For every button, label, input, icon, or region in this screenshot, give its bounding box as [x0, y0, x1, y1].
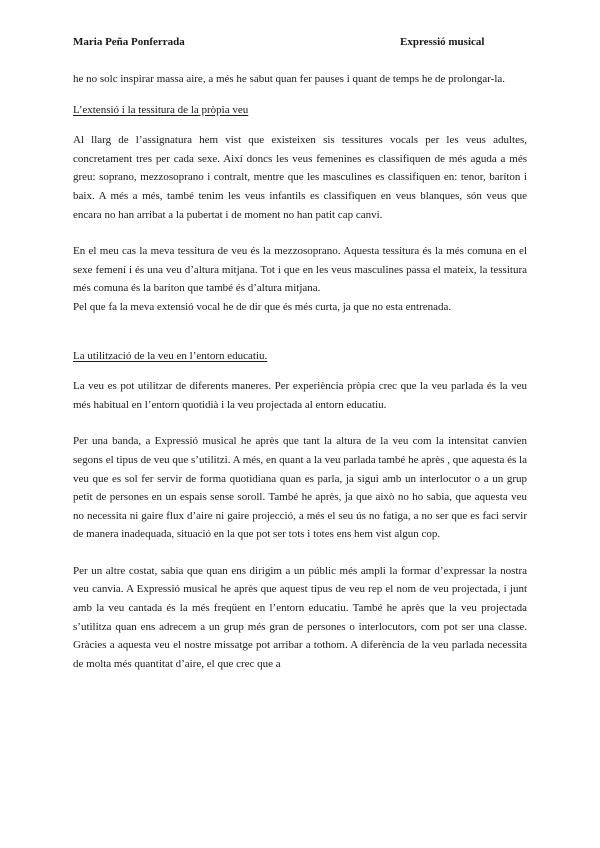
paragraph: Per un altre costat, sabia que quan ens dirigim a un públic més ampli la formar d’expressar la nostra veu canvia. A Expressió musical he après que aquest tipus de veu rep el nom de veu projectada, i junt amb la veu cantada és la més freqüent en l’entorn educatiu. També he après que la veu projectada s’utilitza quan ens adrecem a un grup més gran de persones o interlocutors, com pot ser una classe. Gràcies a aquesta veu el nostre missatge pot arribar a tothom. A diferència de la veu parlada necessita de molta més quantitat d’aire, el que crec que a: [73, 564, 527, 670]
section-heading-utilitzacio: La utilització de la veu en l’entorn educatiu.: [73, 349, 268, 362]
header-subject: Expressió musical: [400, 36, 485, 48]
page-header: [73, 36, 527, 54]
paragraph: Per una banda, a Expressió musical he après que tant la altura de la veu com la intensitat canvien segons el tipus de veu que s’utilitzi. A més, en quant a la veu parlada també he après , que aquesta és la veu que es sol fer servir de forma quotidiana quan es parla, ja sigui amb un interlocutor o a un grup petit de persones en un espais sense soroll. També he après, ja que això no ho sabia, que aquesta veu no necessita ni gaire flux d’aire ni gaire projecció, a més el seu ús no fatiga, a no ser que es faci servir de manera inadequada, situació en la que pot ser tots i totes ens hem vist algun cop.: [73, 435, 527, 541]
paragraph: Pel que fa la meva extensió vocal he de dir que és més curta, ja que no esta entrenada.: [73, 300, 452, 313]
paragraph: La veu es pot utilitzar de diferents maneres. Per experiència pròpia crec que la veu parlada és la veu més habitual en l’entorn quotidià i la veu projectada al entorn educatiu.: [73, 380, 527, 411]
paragraph: Al llarg de l’assignatura hem vist que existeixen sis tessitures vocals per les veus adultes, concretament tres per cada sexe. Així doncs les veus femenines es classifiquen de més aguda a més greu: soprano, mezzosoprano i contralt, mentre que les masculines es classifiquen en: tenor, baríton i baix. A més a més, també tenim les veus infantils es classifiquen en veus blanques, són veus que encara no han arribat a la pubertat i de moment no han patit cap canvi.: [73, 134, 527, 221]
section-heading-extensio: L’extensió i la tessitura de la pròpia veu: [73, 103, 249, 116]
paragraph: En el meu cas la meva tessitura de veu és la mezzosoprano. Aquesta tessitura és la més comuna en el sexe femení i és una veu d’altura mitjana. Tot i que en les veus masculines passa el mateix, la tessitura més comuna és la baríton que també és d’altura mitjana.: [73, 245, 527, 295]
intro-paragraph: he no solc inspirar massa aire, a més he sabut quan fer pauses i quant de temps he de prolongar-la.: [73, 73, 506, 85]
header-author: Maria Peña Ponferrada: [73, 36, 185, 48]
document-body: [73, 70, 527, 673]
